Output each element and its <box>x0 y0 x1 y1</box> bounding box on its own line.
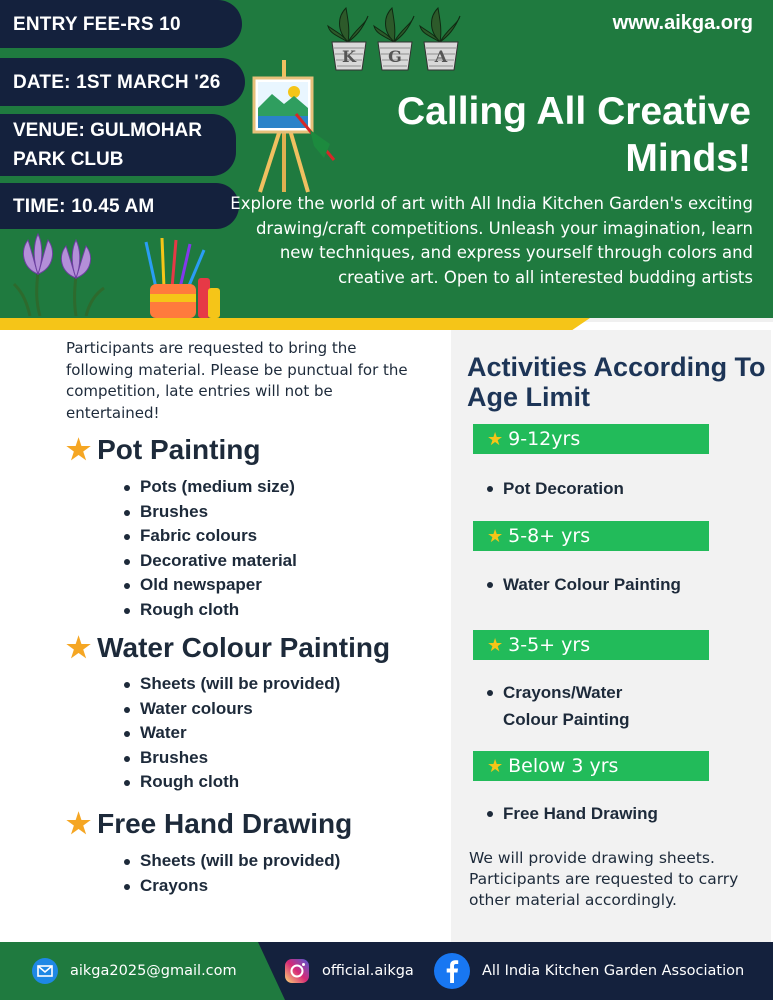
list-item: Rough cloth <box>122 598 297 623</box>
age-label: 3-5+ yrs <box>508 634 591 656</box>
section-title-text: Free Hand Drawing <box>97 808 353 839</box>
time-badge <box>0 183 239 229</box>
section-title-free-hand <box>66 808 352 840</box>
headline <box>311 88 751 182</box>
email-text: aikga2025@gmail.com <box>70 963 237 979</box>
list-item: Pots (medium size) <box>122 475 297 500</box>
requirements-column <box>66 338 446 895</box>
activity-item: Pot Decoration <box>485 475 745 502</box>
section-title-text: Water Colour Painting <box>97 632 391 663</box>
activity-line-1: Crayons/Water <box>503 683 623 702</box>
activities-panel <box>451 330 771 942</box>
list-item: Brushes <box>122 500 297 525</box>
venue-line-1: VENUE: GULMOHAR <box>13 120 202 141</box>
headline-line-2: Minds! <box>625 137 751 180</box>
header-accent-stripe <box>0 318 590 330</box>
age-label: 5-8+ yrs <box>508 525 591 547</box>
water-colour-list <box>122 672 340 795</box>
pot-painting-list <box>122 475 297 623</box>
list-item: Fabric colours <box>122 524 297 549</box>
headline-line-1: Calling All Creative <box>397 90 751 133</box>
star-icon: ★ <box>66 808 92 839</box>
website-link[interactable]: www.aikga.org <box>612 12 753 34</box>
section-title-text: Pot Painting <box>97 434 261 465</box>
activities-title: Activities According To Age Limit <box>467 352 766 412</box>
star-icon: ★ <box>487 428 504 450</box>
paint-brushes-icon <box>142 238 222 320</box>
free-hand-list <box>122 849 340 898</box>
entry-fee-badge <box>0 0 242 48</box>
closing-note: We will provide drawing sheets. Participants are requested to carry other material accordingly. <box>469 849 739 909</box>
instagram-text: official.aikga <box>322 963 414 979</box>
age-badge-9-12 <box>473 424 709 454</box>
instagram-icon <box>284 958 310 984</box>
flowers-icon <box>10 232 106 316</box>
list-item: Rough cloth <box>122 770 340 795</box>
entry-fee-text: ENTRY FEE-RS 10 <box>13 13 181 35</box>
envelope-icon <box>32 958 58 984</box>
star-icon: ★ <box>487 634 504 656</box>
footer-facebook[interactable] <box>434 942 744 1000</box>
footer-email[interactable] <box>32 942 237 1000</box>
plant-leaves-icon <box>328 8 460 42</box>
age-label: 9-12yrs <box>508 428 581 450</box>
list-item: Water <box>122 721 340 746</box>
activity-line-2: Colour Painting <box>503 710 630 729</box>
footer-instagram[interactable] <box>284 942 414 1000</box>
list-item: Old newspaper <box>122 573 297 598</box>
date-badge <box>0 58 245 106</box>
svg-text:G: G <box>388 47 402 66</box>
star-icon: ★ <box>66 434 92 465</box>
activity-item: Water Colour Painting <box>485 571 745 598</box>
venue-line-2: PARK CLUB <box>13 149 124 170</box>
section-title-water-colour <box>66 632 390 664</box>
list-item: Water colours <box>122 697 340 722</box>
list-item: Sheets (will be provided) <box>122 849 340 874</box>
date-text: DATE: 1ST MARCH '26 <box>13 71 221 93</box>
activity-item <box>485 679 745 733</box>
section-title-pot-painting <box>66 434 260 466</box>
star-icon: ★ <box>66 632 92 663</box>
svg-text:K: K <box>342 47 356 66</box>
svg-text:A: A <box>434 47 448 66</box>
age-label: Below 3 yrs <box>508 755 619 777</box>
activity-item: Free Hand Drawing <box>485 800 745 827</box>
kga-logo <box>326 4 462 72</box>
list-item: Crayons <box>122 874 340 899</box>
venue-badge <box>0 114 236 176</box>
participants-note: Participants are requested to bring the following material. Please be punctual for the competition, late entries will not be entertained! <box>66 339 408 422</box>
list-item: Brushes <box>122 746 340 771</box>
age-badge-5-8 <box>473 521 709 551</box>
footer <box>0 942 773 1000</box>
star-icon: ★ <box>487 525 504 547</box>
list-item: Decorative material <box>122 549 297 574</box>
age-badge-below-3 <box>473 751 709 781</box>
time-text: TIME: 10.45 AM <box>13 195 155 217</box>
age-badge-3-5 <box>473 630 709 660</box>
intro-paragraph: Explore the world of art with All India Kitchen Garden's exciting drawing/craft competitions. Unleash your imagination, learn new techniques, and express yourself through colors and creative art. Open to all interested budding artists <box>230 194 753 287</box>
facebook-icon <box>434 953 470 989</box>
list-item: Sheets (will be provided) <box>122 672 340 697</box>
star-icon: ★ <box>487 755 504 777</box>
facebook-text: All India Kitchen Garden Association <box>482 963 745 979</box>
